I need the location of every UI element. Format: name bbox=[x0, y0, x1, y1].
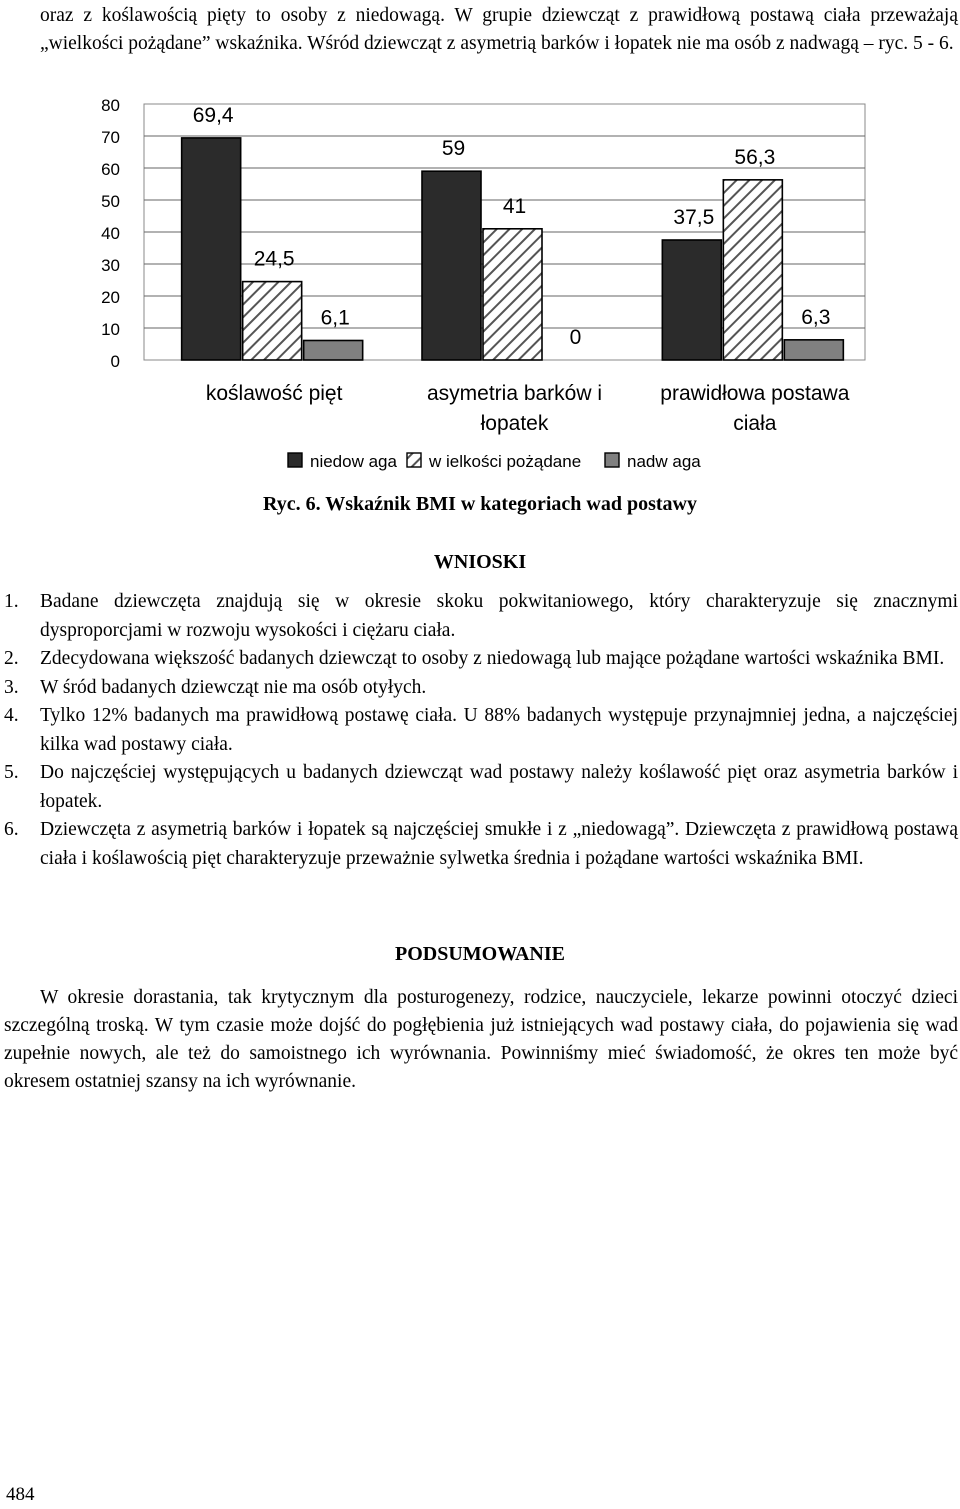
legend-label: niedow aga bbox=[310, 452, 397, 471]
summary-paragraph: W okresie dorastania, tak krytycznym dla posturogenezy, rodzice, nauczyciele, lekarze powinni otoczyć dzieci szczególną troską. W tym czasie może dojść do pogłębienia już istniejących wad postawy ciała, do pojawienia się wad zupełnie nowych, ale też do samoistnego ich wyrównania. Powinniśmy mieć świadomość, że okres ten może być okresem ostatniej szansy na ich wyrównanie. bbox=[4, 987, 958, 1092]
conclusion-number: 6. bbox=[4, 819, 19, 840]
bar-nadwaga bbox=[304, 340, 363, 360]
y-tick-label: 80 bbox=[101, 96, 120, 115]
bmi-chart-svg bbox=[0, 88, 960, 488]
summary-heading: PODSUMOWANIE bbox=[394, 943, 565, 965]
bar-value-label: 0 bbox=[569, 326, 582, 349]
conclusion-item bbox=[0, 645, 958, 674]
conclusion-text: Zdecydowana większość badanych dziewcząt to osoby z niedowagą lub mające pożądane wartości wskaźnika BMI. bbox=[40, 648, 945, 669]
bar-value-label: 6,1 bbox=[320, 306, 350, 330]
conclusion-number: 1. bbox=[4, 591, 19, 612]
bar-wielkości-pożądane bbox=[483, 229, 542, 360]
legend-swatch bbox=[288, 453, 302, 467]
conclusion-number: 2. bbox=[4, 648, 19, 669]
page-number: 484 bbox=[6, 1484, 35, 1505]
bar-nadwaga bbox=[784, 340, 843, 360]
conclusions-list bbox=[0, 588, 958, 873]
bar-niedowaga bbox=[422, 171, 481, 360]
bar-value-label: 56,3 bbox=[734, 145, 776, 169]
bar-value-label: 41 bbox=[502, 194, 527, 218]
bar-value-label: 69,4 bbox=[192, 103, 234, 127]
legend-label: w ielkości pożądane bbox=[429, 452, 582, 471]
y-tick-label: 20 bbox=[101, 288, 120, 307]
intro-paragraph: oraz z koślawością pięty to osoby z niedowagą. W grupie dziewcząt z prawidłową postawą ciała przeważają „wielkości pożądane” wskaźnika. Wśród dziewcząt z asymetrią barków i łopatek nie ma osób z nadwagą – ryc. 5 - 6. bbox=[40, 5, 958, 54]
bar-value-label: 59 bbox=[441, 137, 466, 161]
conclusion-text: Tylko 12% badanych ma prawidłową postawę ciała. U 88% badanych występuje przynajmniej jedna, a najczęściej kilka wad postawy ciała. bbox=[40, 705, 958, 755]
figure-caption: Ryc. 6. Wskaźnik BMI w kategoriach wad postawy bbox=[263, 493, 697, 515]
category-label: łopatek bbox=[480, 412, 549, 435]
y-tick-label: 70 bbox=[101, 128, 120, 147]
legend-swatch bbox=[605, 453, 619, 467]
bar-wielkości-pożądane bbox=[243, 282, 302, 360]
conclusion-item bbox=[0, 674, 958, 703]
bar-wielkości-pożądane bbox=[723, 180, 782, 360]
legend-swatch bbox=[407, 453, 421, 467]
conclusion-item bbox=[0, 816, 958, 873]
conclusion-text: Dziewczęta z asymetrią barków i łopatek są najczęściej smukłe i z „niedowagą”. Dziewczęta z prawidłową postawą ciała i koślawością pięt charakteryzuje przeważnie sylwetka średnia i pożądane wartości wskaźnika BMI. bbox=[40, 819, 958, 869]
y-tick-label: 30 bbox=[101, 256, 120, 275]
bar-value-label: 6,3 bbox=[801, 305, 831, 329]
y-tick-label: 0 bbox=[110, 352, 120, 371]
bar-niedowaga bbox=[662, 240, 721, 360]
conclusion-text: W śród badanych dziewcząt nie ma osób otyłych. bbox=[40, 676, 427, 698]
category-label: asymetria barków i bbox=[426, 382, 603, 405]
conclusions-heading: WNIOSKI bbox=[433, 551, 527, 573]
y-tick-label: 10 bbox=[101, 320, 120, 339]
y-tick-label: 50 bbox=[101, 192, 120, 211]
bar-value-label: 24,5 bbox=[253, 247, 295, 271]
bmi-chart bbox=[0, 88, 960, 488]
y-tick-label: 40 bbox=[101, 224, 120, 243]
conclusion-text: Do najczęściej występujących u badanych dziewcząt wad postawy należy koślawość pięt oraz asymetria barków i łopatek. bbox=[40, 762, 958, 812]
conclusion-item bbox=[0, 759, 958, 816]
bar-niedowaga bbox=[182, 138, 241, 360]
category-label: ciała bbox=[733, 412, 777, 435]
conclusion-text: Badane dziewczęta znajdują się w okresie skoku pokwitaniowego, który charakteryzuje się znacznymi dysproporcjami w rozwoju wysokości i ciężaru ciała. bbox=[40, 591, 958, 641]
legend-label: nadw aga bbox=[627, 452, 701, 471]
conclusion-item bbox=[0, 702, 958, 759]
conclusion-number: 3. bbox=[4, 676, 19, 698]
conclusion-number: 5. bbox=[4, 762, 19, 783]
y-tick-label: 60 bbox=[101, 160, 120, 179]
category-label: prawidłowa postawa bbox=[660, 382, 850, 405]
bar-value-label: 37,5 bbox=[673, 206, 715, 229]
conclusion-number: 4. bbox=[4, 705, 19, 726]
category-label: koślawość pięt bbox=[205, 382, 343, 405]
conclusion-item bbox=[0, 588, 958, 645]
